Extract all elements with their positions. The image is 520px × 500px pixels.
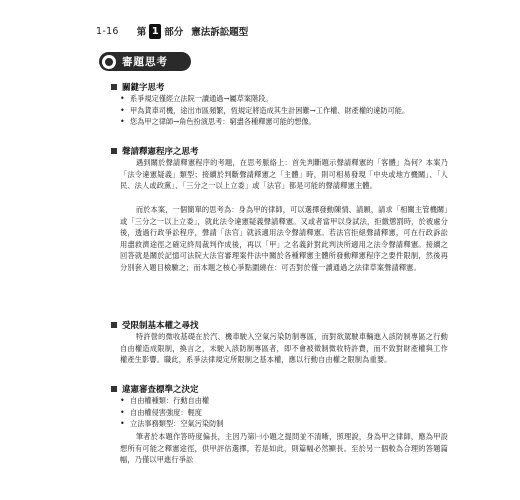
heading-text: 受限制基本權之尋找 [122, 321, 199, 331]
part-suffix: 部分 [164, 27, 184, 38]
magnifier-icon [102, 55, 116, 69]
part-prefix: 第 [136, 27, 147, 38]
heading-text: 違憲審查標準之決定 [122, 385, 199, 395]
paragraph: 特許營的微收基礎在於汽、機車駛入空氣污染防制專區，而對欲駕駛車輛進入該防制專區之行動自由權造成限制，換言之，未駛入該防制專區者，即不會被徵制微收特許費，而不致對財產權與工作權產生影響。職此，系爭法律規定所限制之基本權，應以行動自由權之限制為重要。 [120, 332, 448, 365]
banner-title: 審題思考 [122, 56, 168, 68]
section-banner [99, 52, 191, 71]
list-item: • 系爭規定僅經立法院一讀通過→屬草案階段。 [120, 93, 450, 105]
paragraph: 遇到關於聲請釋憲程序的考題，在思考脈絡上：首先判斷題示聲請釋憲的「客體」為何？本案乃「法令違憲疑義」類型；接續於判斷聲請釋憲之「主體」時，則可相易發現「中央或地方機關」、「人民、法人或政黨」、「三分之一以上立委」或「法官」都是可能的聲請釋憲主體。 [120, 158, 448, 191]
running-header [96, 22, 248, 40]
square-bullet-icon [111, 322, 117, 328]
square-bullet-icon [111, 148, 117, 154]
section-heading [111, 319, 199, 331]
list-item: • 立法事務類型：空氣污染防制 [120, 418, 450, 430]
square-bullet-icon [111, 386, 117, 392]
bullet-list [120, 93, 450, 128]
part-title: 憲法訴訟題型 [191, 27, 249, 38]
page-number: 1-16 [96, 25, 119, 37]
list-item: • 您為甲之律師→角色扮演思考：窮盡各種釋憲可能的想像。 [120, 116, 450, 128]
part-number-badge: 1 [149, 24, 161, 39]
paragraph: 而於本案，一個簡單的思考為：身為甲的律師，可以選擇發動陳情、請願，請求「相關主管機關」或「三分之一以上立委」，就此法令違憲疑義聲請釋憲。又或者當甲以身試法，拒繳懲罰時，於被處分後，透過行政爭訟程序，聲請「法官」就該適用法令聲請釋憲。若法官拒絕聲請釋憲，可在行政訴訟用盡救濟途徑之確定終局裁判作成後，再以「甲」之名義針對此判決所適用之法令聲請釋憲。接續之回答就是關於記憶可法院大法官審理案件法中關於各種釋憲主體所發動釋憲程序之要件限制，然後再分別套入題目檢驗之；而本題之核心爭點圍繞在：可否對於僅一讀通過之法律草案聲請釋憲。 [120, 205, 448, 272]
list-item: • 自由權種類：行動自由權 [120, 395, 450, 407]
list-item: • 甲為貨車司機，途出市區頻繁，恆規定將造成其生計困難→工作權、財產權的違防可能。 [120, 105, 450, 117]
paragraph: 筆者於本題作答時度偏長，主因乃第㈠小題之提問並不清晰，照理說，身為甲之律師，應為甲設想所有可能之釋憲途徑，供甲評估選擇，若是如此，則篇幅必然顯長。至於另一個較為合理的答題篇幅，乃僅以甲進行爭訟 [120, 432, 448, 465]
heading-text: 聲請釋憲程序之思考 [122, 147, 199, 157]
square-bullet-icon [111, 84, 117, 90]
section-heading [111, 145, 199, 157]
bullet-list [120, 395, 450, 430]
section-heading [111, 81, 165, 93]
list-item: • 自由權侵害強度：輕度 [120, 407, 450, 419]
heading-text: 關鍵字思考 [122, 83, 165, 93]
section-heading [111, 383, 199, 395]
